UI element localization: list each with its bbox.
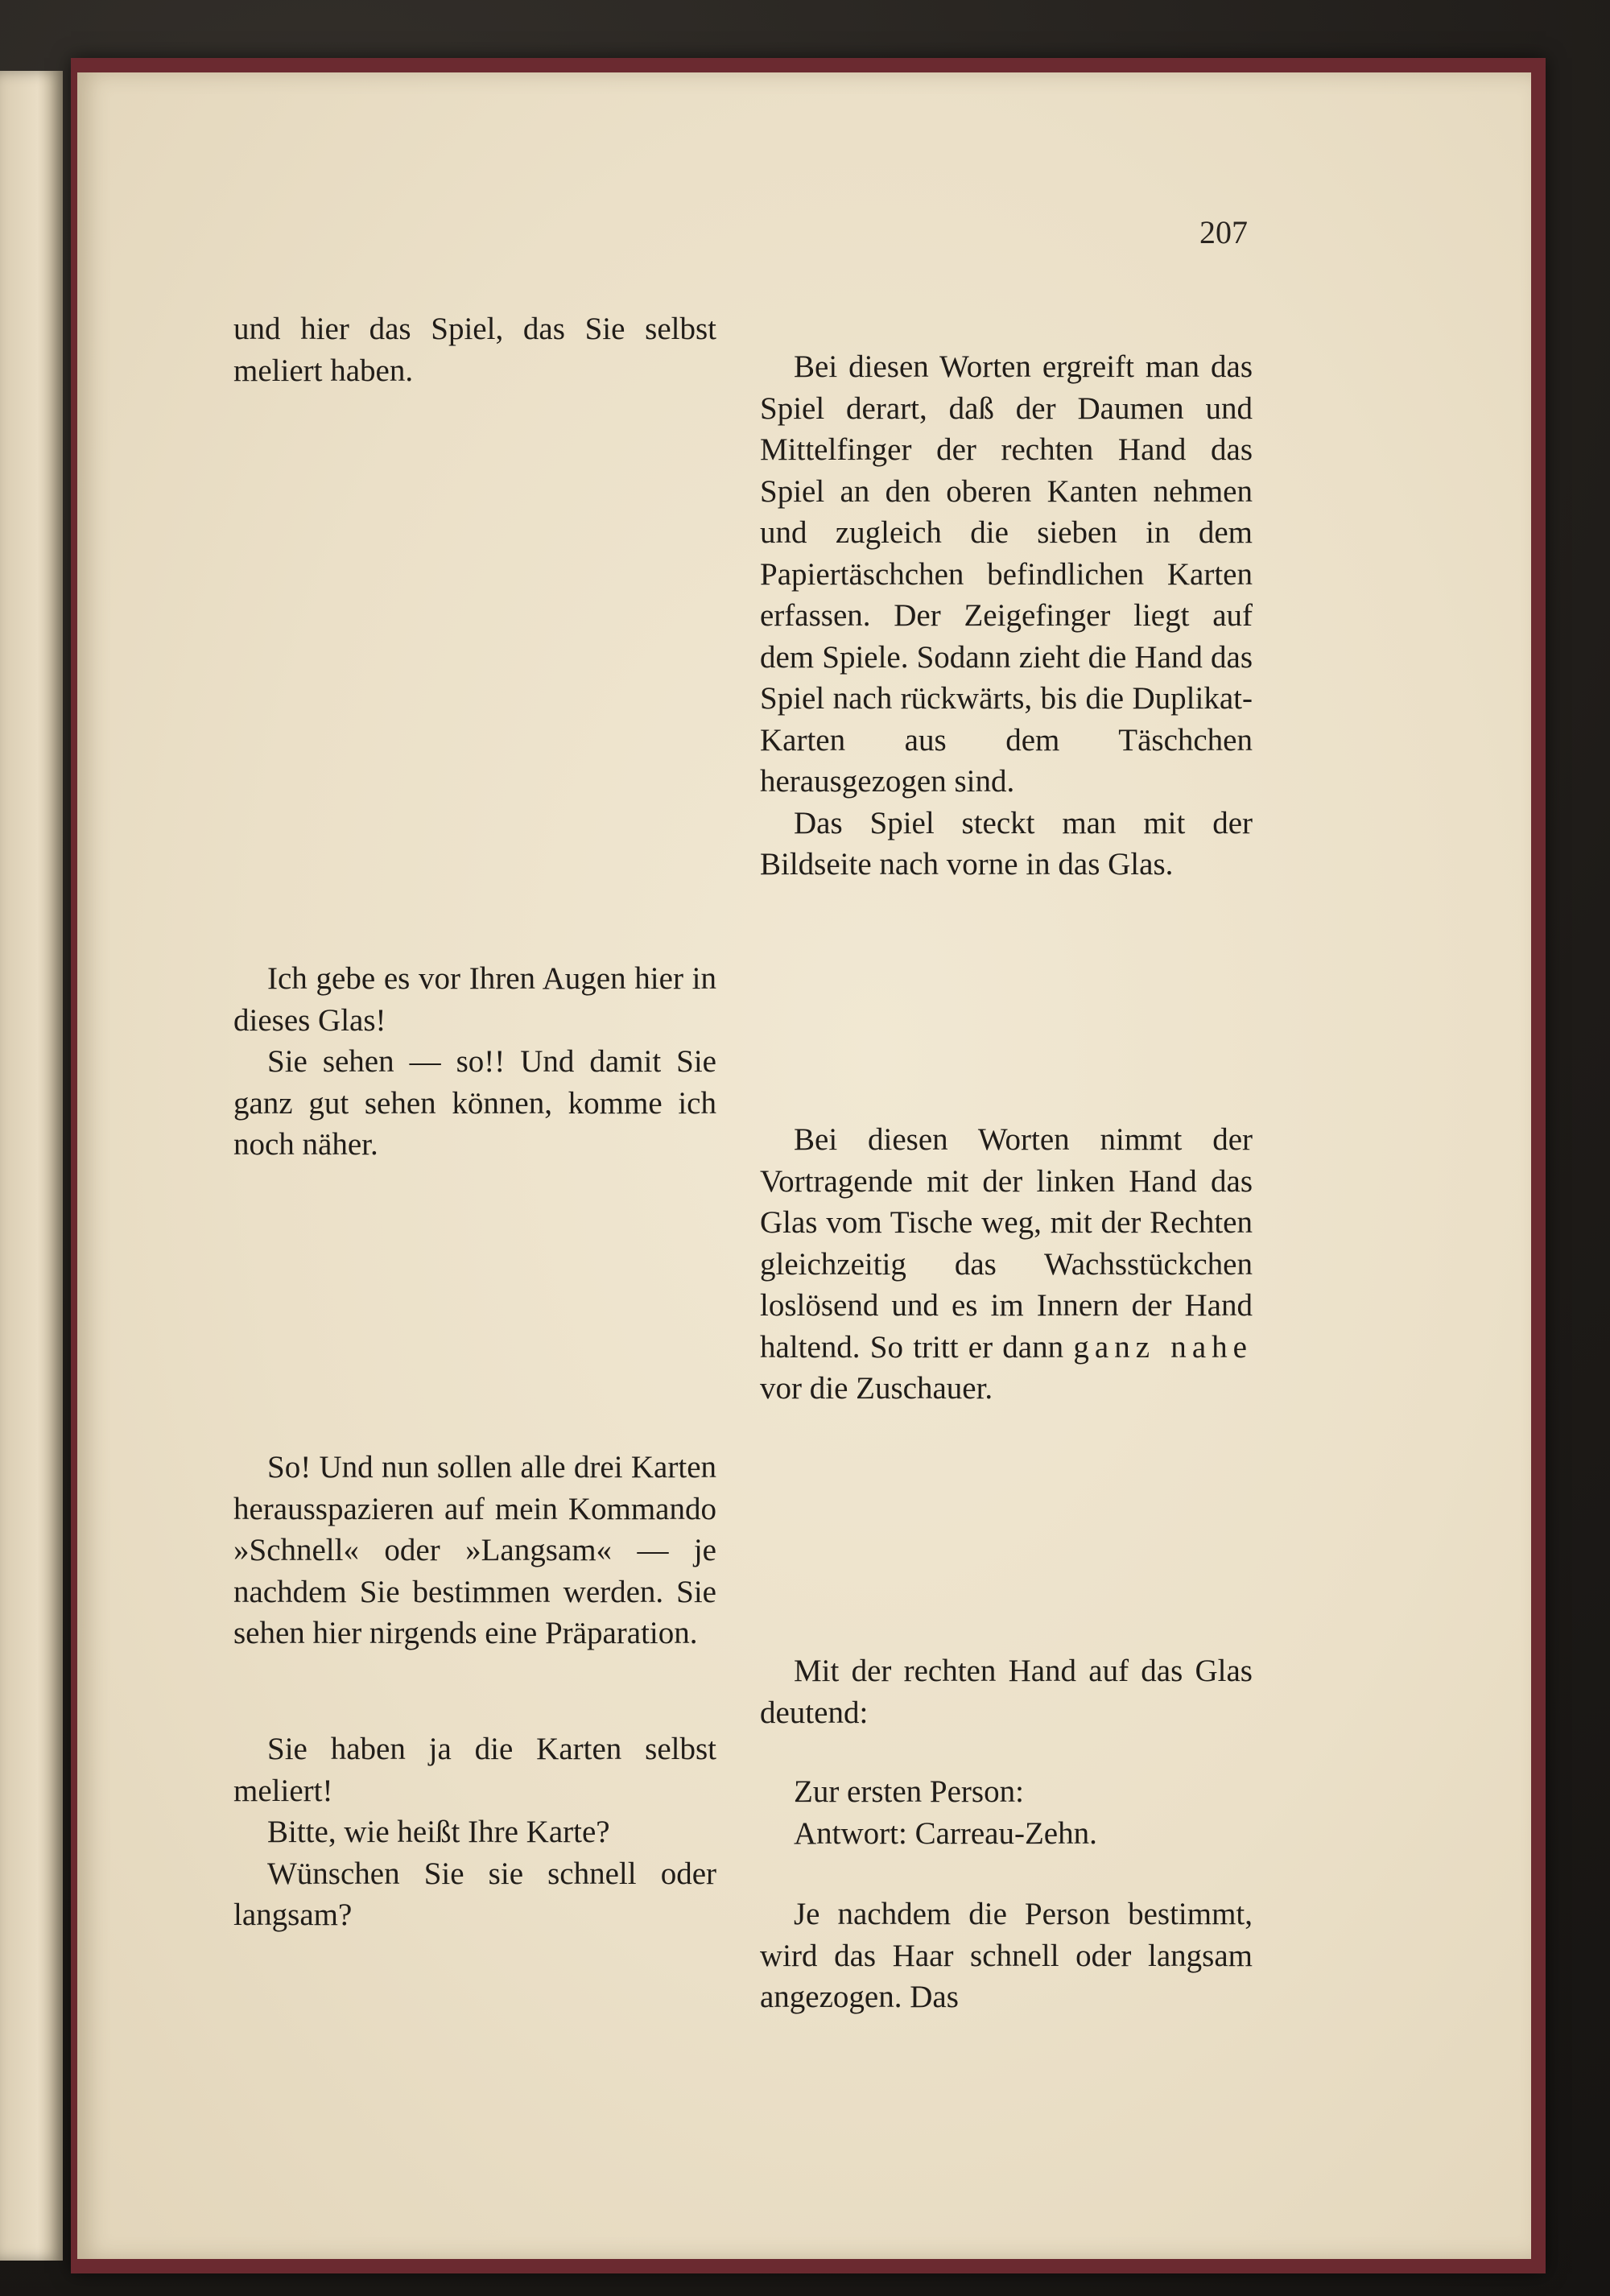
left-block-4-para-1: Sie haben ja die Karten selbst meliert! bbox=[233, 1732, 716, 1808]
right-block-2-text-before: Bei diesen Worten nimmt der Vortragende mit der linken Hand das Glas vom Tische weg, mit der Rechten gleichzeitig das Wachsstückchen loslösend und es im Innern der Hand haltend. So tritt er dann bbox=[760, 1122, 1253, 1365]
right-block-1-para-1: Bei diesen Worten ergreift man das Spiel derart, daß der Daumen und Mittelfinger der rechten Hand das Spiel an den oberen Kanten nehmen und zugleich die sieben in dem Papiertäschchen befindlichen Karten erfassen. Der Zeigefinger liegt auf dem Spiele. Sodann zieht die Hand das Spiel nach rückwärts, bis die Duplikat-Karten aus dem Täschchen herausgezogen sind. bbox=[760, 349, 1253, 799]
left-block-4-para-2: Bitte, wie heißt Ihre Karte? bbox=[267, 1815, 610, 1849]
right-block-4-para-2: Antwort: Carreau-Zehn. bbox=[794, 1815, 1097, 1851]
left-block-2-para-2: Sie sehen — so!! Und damit Sie ganz gut sehen können, komme ich noch näher. bbox=[233, 1044, 716, 1162]
right-text-block-4 bbox=[760, 1771, 1253, 1854]
left-text-block-1 bbox=[233, 308, 716, 391]
left-text-block-3 bbox=[233, 1447, 716, 1654]
right-block-5-para-1: Je nachdem die Person bestimmt, wird das Haar schnell oder langsam angezogen. Das bbox=[760, 1897, 1253, 2014]
right-block-2-para-1 bbox=[760, 1119, 1253, 1410]
left-block-4-para-3: Wünschen Sie sie schnell oder langsam? bbox=[233, 1856, 716, 1932]
right-text-block-2 bbox=[760, 1119, 1253, 1410]
left-text-block-2 bbox=[233, 958, 716, 1166]
right-text-block-5 bbox=[760, 1893, 1253, 2018]
left-block-1-text: und hier das Spiel, das Sie selbst meliert haben. bbox=[233, 312, 716, 388]
right-block-3-para-1: Mit der rechten Hand auf das Glas deutend: bbox=[760, 1654, 1253, 1730]
right-text-block-3 bbox=[760, 1650, 1253, 1733]
left-text-block-4 bbox=[233, 1728, 716, 1936]
right-text-block-1 bbox=[760, 346, 1253, 886]
right-block-2-text-after: vor die Zuschauer. bbox=[760, 1371, 993, 1406]
right-block-1-para-2: Das Spiel steckt man mit der Bildseite nach vorne in das Glas. bbox=[760, 805, 1253, 882]
left-block-2-para-1: Ich gebe es vor Ihren Augen hier in dieses Glas! bbox=[233, 961, 716, 1038]
right-block-4-para-1: Zur ersten Person: bbox=[794, 1774, 1024, 1809]
facing-page-edge bbox=[0, 71, 63, 2261]
page-number: 207 bbox=[1199, 214, 1248, 250]
left-block-3-para-1: So! Und nun sollen alle drei Karten herausspazieren auf mein Kommando »Schnell« oder »Langsam« — je nachdem Sie bestimmen werden. Sie sehen hier nirgends eine Präparation. bbox=[233, 1450, 716, 1650]
right-block-2-spaced-text: ganz nahe bbox=[1073, 1329, 1253, 1365]
